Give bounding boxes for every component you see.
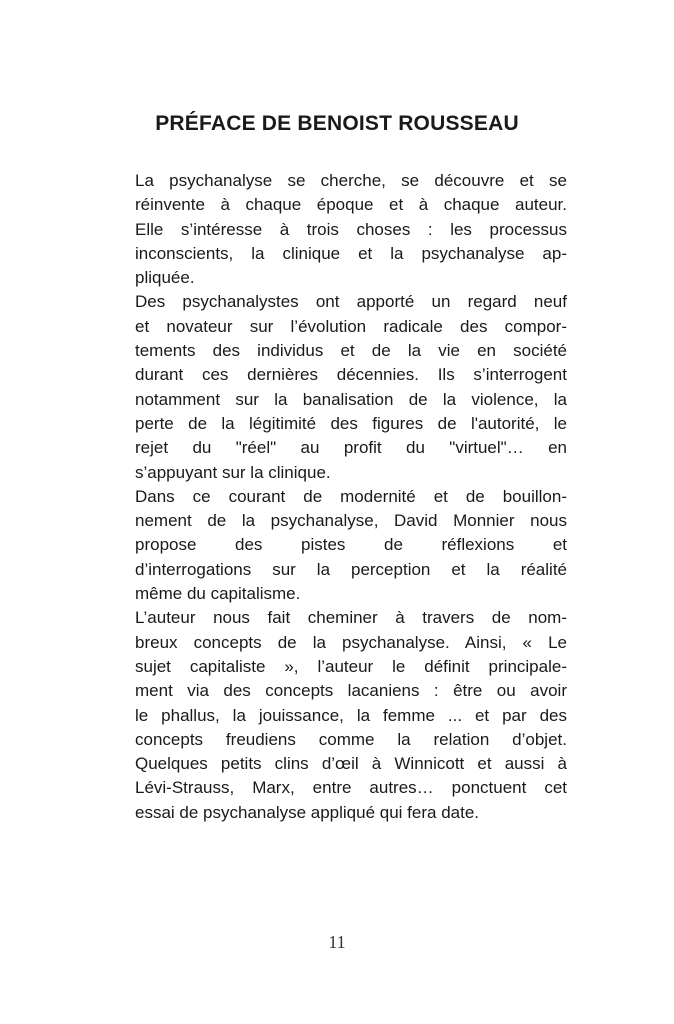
text-line: et novateur sur l’évolution radicale des compor-	[135, 316, 567, 336]
text-line: d’interrogations sur la perception et la réalité	[135, 559, 567, 579]
text-line: concepts freudiens comme la relation d’objet.	[135, 729, 567, 749]
text-line: ment via des concepts lacaniens : être ou avoir	[135, 681, 567, 701]
text-line: Elle s’intéresse à trois choses : les processus	[135, 219, 567, 239]
text-line: La psychanalyse se cherche, se découvre et se	[135, 171, 567, 190]
page-title: PRÉFACE DE BENOIST ROUSSEAU	[155, 112, 519, 135]
text-line: s’appuyant sur la clinique.	[135, 462, 331, 482]
text-line: rejet du "réel" au profit du "virtuel"… en	[135, 438, 567, 458]
text-line: Dans ce courant de modernité et de bouillon-	[135, 486, 567, 506]
text-line: durant ces dernières décennies. Ils s’interrogent	[135, 365, 567, 385]
text-line: même du capitalisme.	[135, 584, 301, 604]
text-line: Quelques petits clins d’œil à Winnicott et aussi à	[135, 754, 567, 774]
page-number: 11	[328, 932, 346, 952]
text-line: inconscients, la clinique et la psychanalyse ap-	[135, 243, 567, 263]
text-line: sujet capitaliste », l’auteur le définit principale-	[135, 656, 567, 676]
text-line: propose des pistes de réflexions et	[135, 535, 567, 555]
text-line: notamment sur la banalisation de la violence, la	[135, 389, 567, 409]
text-line: L’auteur nous fait cheminer à travers de nom-	[135, 608, 567, 628]
text-line: réinvente à chaque époque et à chaque auteur.	[135, 195, 567, 215]
text-line: Lévi-Strauss, Marx, entre autres… ponctuent cet	[135, 778, 567, 798]
text-line: breux concepts de la psychanalyse. Ainsi, « Le	[135, 632, 567, 652]
text-line: tements des individus et de la vie en société	[135, 341, 567, 361]
preface-text	[135, 169, 567, 825]
text-line: nement de la psychanalyse, David Monnier nous	[135, 511, 567, 531]
text-line: essai de psychanalyse appliqué qui fera date.	[135, 802, 480, 822]
text-line: Des psychanalystes ont apporté un regard neuf	[135, 292, 567, 312]
text-line: perte de la légitimité des figures de l'autorité, le	[135, 413, 567, 433]
text-line: pliquée.	[135, 268, 195, 288]
text-line: le phallus, la jouissance, la femme ... et par des	[135, 705, 567, 725]
